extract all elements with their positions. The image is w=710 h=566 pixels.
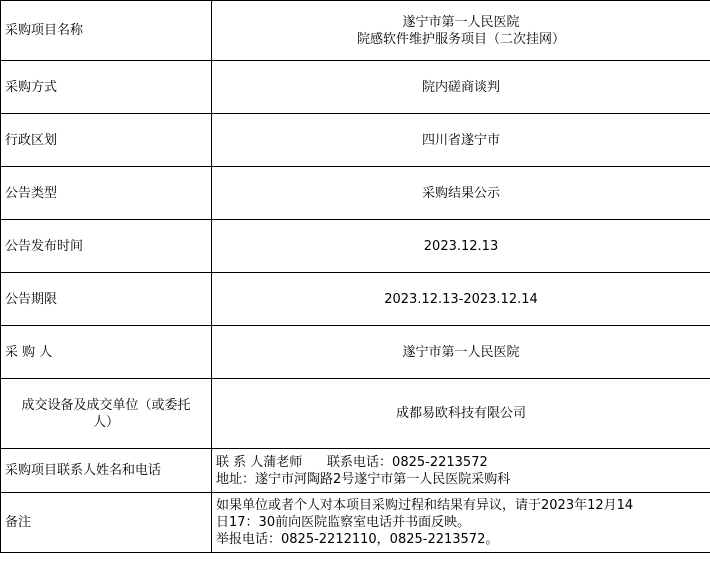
table-row-winning-bidder — [1, 379, 710, 449]
value-line: 如果单位或者个人对本项目采购过程和结果有异议，请于2023年12月14 — [216, 498, 634, 513]
label-line: 成交设备及成交单位（或委托 — [21, 397, 191, 413]
row-value: 2023.12.13 — [212, 220, 710, 273]
row-label: 公告类型 — [1, 167, 212, 220]
table-row-notice-period — [1, 273, 710, 326]
value-line: 联 系 人蒲老师 联系电话：0825-2213572 — [216, 454, 488, 470]
row-value: 2023.12.13-2023.12.14 — [212, 273, 710, 326]
row-value: 遂宁市第一人民医院 — [212, 326, 710, 379]
row-value: 采购结果公示 — [212, 167, 710, 220]
table-row-procurement-method — [1, 61, 710, 114]
row-label — [1, 379, 212, 449]
row-label: 采购项目名称 — [1, 1, 212, 61]
table-row-purchaser — [1, 326, 710, 379]
row-label: 备注 — [1, 493, 212, 553]
row-value: 四川省遂宁市 — [212, 114, 710, 167]
row-value — [212, 1, 710, 61]
value-line: 院感软件维护服务项目（二次挂网） — [356, 31, 565, 47]
value-line: 遂宁市第一人民医院 — [402, 14, 520, 30]
table-row-remarks — [1, 493, 710, 553]
label-line: 人） — [92, 414, 119, 430]
row-value — [212, 449, 710, 493]
value-line: 日17：30前向医院监察室电话并书面反映。 — [216, 515, 471, 530]
row-value — [212, 493, 710, 553]
row-label: 公告期限 — [1, 273, 212, 326]
row-value: 院内磋商谈判 — [212, 61, 710, 114]
row-label: 采购项目联系人姓名和电话 — [1, 449, 212, 493]
row-value: 成都易欧科技有限公司 — [212, 379, 710, 449]
table-row-contact — [1, 449, 710, 493]
table-row-notice-type — [1, 167, 710, 220]
row-label: 公告发布时间 — [1, 220, 212, 273]
table-row-region — [1, 114, 710, 167]
table-row-publish-date — [1, 220, 710, 273]
row-label: 采购方式 — [1, 61, 212, 114]
row-label: 采 购 人 — [1, 326, 212, 379]
value-line: 举报电话：0825-2212110，0825-2213572。 — [216, 532, 499, 547]
row-label: 行政区划 — [1, 114, 212, 167]
value-line: 地址：遂宁市河陶路2号遂宁市第一人民医院采购科 — [216, 471, 511, 487]
table-row-project-name — [1, 1, 710, 61]
